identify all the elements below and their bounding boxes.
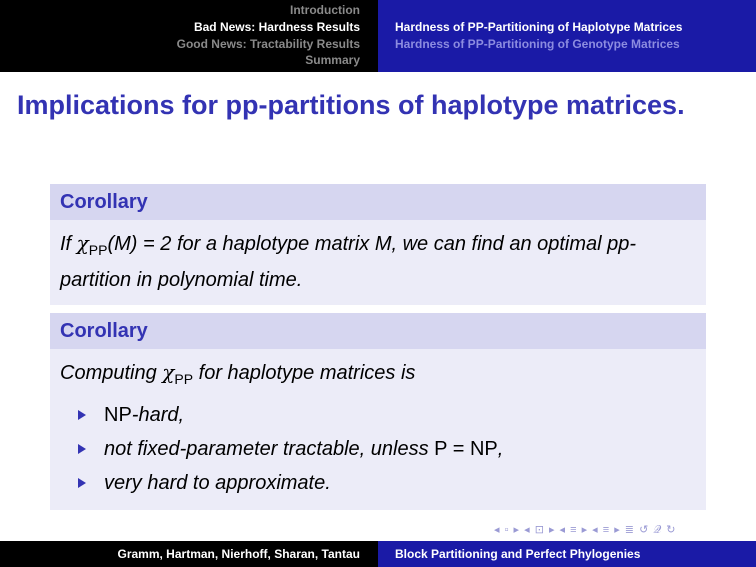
fpt-text: not fixed-parameter tractable, unless xyxy=(104,438,435,460)
comma: , xyxy=(497,438,504,460)
subsection-genotype[interactable]: Hardness of PP-Partitioning of Genotype Matrices xyxy=(395,37,680,51)
slide-title: Implications for pp-partitions of haplotype matrices. xyxy=(17,90,685,120)
footer-title: Block Partitioning and Perfect Phylogenies xyxy=(395,547,641,561)
corollary-1-body xyxy=(50,220,706,305)
corollary-2-body xyxy=(50,349,706,510)
header-bar xyxy=(0,0,756,72)
section-nav xyxy=(0,0,378,72)
list-item xyxy=(78,432,696,466)
section-introduction[interactable]: Introduction xyxy=(290,3,360,17)
approx-text: very hard to approximate. xyxy=(104,472,331,494)
corollary-1-formula: (M) = 2 xyxy=(107,233,172,255)
corollary-2-text-start: Computing xyxy=(60,362,163,384)
triangle-bullet-icon xyxy=(78,444,86,454)
list-item xyxy=(78,466,696,500)
corollary-1-text-start: If xyxy=(60,233,77,255)
footer-right xyxy=(378,541,756,567)
footer-authors: Gramm, Hartman, Nierhoff, Sharan, Tantau xyxy=(117,547,360,561)
section-bad-news[interactable]: Bad News: Hardness Results xyxy=(193,20,360,34)
corollary-1-heading: Corollary xyxy=(50,184,706,220)
corollary-1-text-end: for a haplotype matrix M, we can find an optimal pp-partition in polynomial time. xyxy=(60,233,637,291)
corollary-block-1 xyxy=(50,184,706,305)
corollary-2-list xyxy=(60,398,696,500)
corollary-block-2 xyxy=(50,313,706,510)
triangle-bullet-icon xyxy=(78,410,86,420)
section-good-news[interactable]: Good News: Tractability Results xyxy=(176,37,360,51)
p-equals-np: P = NP xyxy=(434,438,498,460)
np-class: NP xyxy=(104,404,132,426)
subsection-haplotype[interactable]: Hardness of PP-Partitioning of Haplotype Matrices xyxy=(395,20,683,34)
hard-text: -hard, xyxy=(131,404,185,426)
corollary-2-text-end: for haplotype matrices is xyxy=(193,362,416,384)
beamer-navigation-icons[interactable]: ◂ ▫ ▸ ◂ ⊡ ▸ ◂ ≡ ▸ ◂ ≡ ▸ ≣ ↺ 𝒬 ↻ xyxy=(494,524,677,536)
corollary-2-heading: Corollary xyxy=(50,313,706,349)
footer-left xyxy=(0,541,378,567)
subsection-nav xyxy=(378,0,756,72)
section-summary[interactable]: Summary xyxy=(305,53,360,67)
triangle-bullet-icon xyxy=(78,478,86,488)
pp-subscript: PP xyxy=(174,371,194,387)
list-item xyxy=(78,398,696,432)
chi-symbol: χ xyxy=(76,231,89,255)
footer-bar xyxy=(0,541,756,567)
chi-symbol: χ xyxy=(162,360,175,384)
pp-subscript: PP xyxy=(88,242,108,258)
